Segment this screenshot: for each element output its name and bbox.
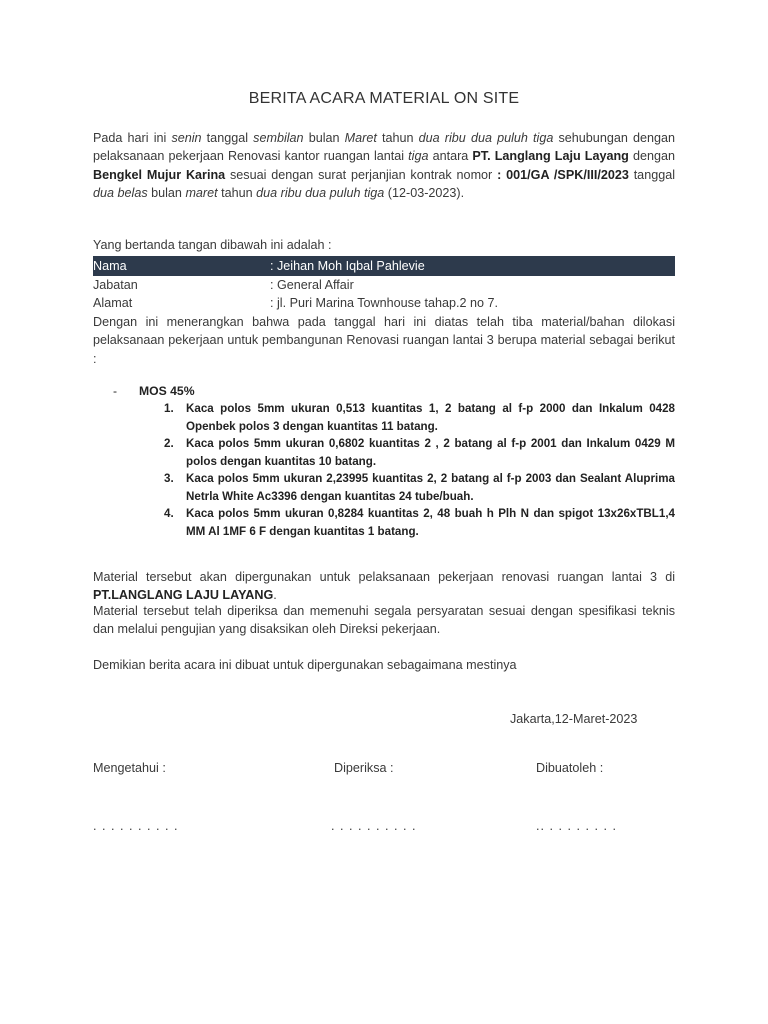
usage-paragraph: Material tersebut akan dipergunakan untuk pelaksanaan pekerjaan renovasi ruangan lantai 3 di PT.LANGLANG LAJU LAYANG. (93, 570, 675, 603)
signatory-info-table (93, 256, 675, 312)
place-date: Jakarta,12-Maret-2023 (510, 712, 638, 726)
inspection-paragraph: Material tersebut telah diperiksa dan memenuhi segala persyaratan sesuai dengan spesifikasi teknis dan melalui pengujian yang disaksikan oleh Direksi pekerjaan. (93, 604, 675, 637)
list-item (143, 505, 675, 540)
party-two: Bengkel Mujur Karina (93, 167, 226, 182)
date-words: sembilan (253, 131, 304, 145)
info-value: : jl. Puri Marina Townhouse tahap.2 no 7. (270, 296, 498, 310)
info-value: : General Affair (270, 278, 354, 292)
document-title: BERITA ACARA MATERIAL ON SITE (248, 90, 520, 107)
month-name: Maret (344, 131, 377, 145)
party-one: PT. Langlang Laju Layang (472, 149, 629, 164)
item-number: 2. (164, 437, 174, 450)
item-number: 4. (164, 507, 174, 520)
info-row-position (93, 276, 675, 294)
closing-statement: Demikian berita acara ini dibuat untuk dipergunakan sebagaimana mestinya (93, 658, 517, 672)
signatory-intro: Yang bertanda tangan dibawah ini adalah : (93, 238, 332, 252)
info-value: : Jeihan Moh Iqbal Pahlevie (270, 259, 425, 273)
signature-line: .. . . . . . . . . (536, 819, 617, 833)
info-row-name (93, 256, 675, 276)
mos-heading (113, 382, 195, 400)
info-label: Alamat (93, 296, 133, 310)
contract-year-words: dua ribu dua puluh tiga (256, 185, 385, 200)
item-text: Kaca polos 5mm ukuran 0,8284 kuantitas 2, 48 buah h Plh N dan spigot 13x26xTBL1,4 MM Al 1MF 6 F dengan kuantitas 1 batang. (186, 507, 675, 538)
info-label: Nama (93, 259, 127, 273)
year-words: dua ribu dua puluh tiga (418, 131, 554, 145)
list-item (143, 470, 675, 505)
signature-line: . . . . . . . . . . (331, 819, 417, 833)
mos-label: MOS 45% (139, 384, 195, 398)
day-name: senin (171, 131, 202, 145)
company-name: PT.LANGLANG LAJU LAYANG (93, 588, 274, 603)
item-number: 3. (164, 472, 174, 485)
list-item (143, 400, 675, 435)
signature-label-checked: Diperiksa : (334, 761, 394, 775)
item-number: 1. (164, 402, 174, 415)
material-list (143, 400, 675, 540)
signature-label-acknowledged: Mengetahui : (93, 761, 166, 775)
list-item (143, 435, 675, 470)
intro-paragraph: Pada hari ini senin tanggal sembilan bulan Maret tahun dua ribu dua puluh tiga sehubungan dengan pelaksanaan pekerjaan Renovasi kantor ruangan lantai tiga antara PT. Langlang Laju Layang dengan Bengkel Mujur Karina sesuai dengan surat perjanjian kontrak nomor : 001/GA /SPK/III/2023 tanggal dua belas bulan maret tahun dua ribu dua puluh tiga (12-03-2023). (93, 131, 676, 200)
contract-number: : 001/GA /SPK/III/2023 (497, 167, 629, 182)
signature-line: . . . . . . . . . . (93, 819, 179, 833)
contract-date-words: dua belas (93, 185, 148, 200)
contract-month: maret (185, 185, 218, 200)
item-text: Kaca polos 5mm ukuran 0,6802 kuantitas 2 , 2 batang al f-p 2001 dan Inkalum 0429 M polos dengan kuantitas 10 batang. (186, 437, 675, 468)
item-text: Kaca polos 5mm ukuran 0,513 kuantitas 1, 2 batang al f-p 2000 dan Inkalum 0428 Openbek polos 3 dengan kuantitas 11 batang. (186, 402, 675, 433)
floor-words: tiga (408, 149, 429, 164)
info-row-address (93, 294, 675, 312)
item-text: Kaca polos 5mm ukuran 2,23995 kuantitas 2, 2 batang al f-p 2003 dan Sealant Aluprima Netrla White Ac3396 dengan kuantitas 24 tube/buah. (186, 472, 675, 503)
list-dash: - (113, 384, 118, 398)
signature-label-made-by: Dibuatoleh : (536, 761, 604, 775)
declaration-paragraph: Dengan ini menerangkan bahwa pada tanggal hari ini diatas telah tiba material/bahan dilokasi pelaksanaan pekerjaan untuk pembangunan Renovasi ruangan lantai 3 berupa material sebagai berikut : (93, 315, 675, 366)
info-label: Jabatan (93, 278, 138, 292)
